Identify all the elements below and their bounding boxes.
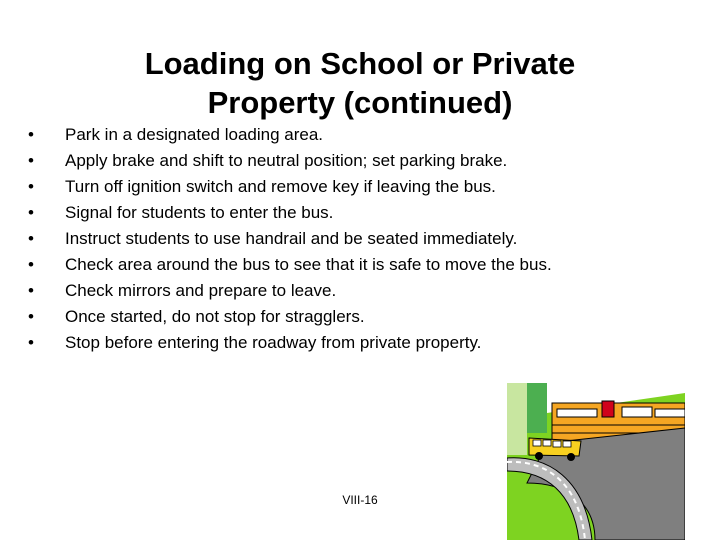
bullet-item: • Signal for students to enter the bus. [28, 200, 708, 226]
bullet-item: • Check area around the bus to see that it is safe to move the bus. [28, 252, 708, 278]
bullet-icon: • [28, 125, 34, 144]
bullet-item: • Apply brake and shift to neutral position; set parking brake. [28, 148, 708, 174]
bullet-icon: • [28, 177, 34, 196]
bullet-list [28, 122, 708, 356]
school-bus-illustration [507, 383, 685, 540]
title-line-2: Property (continued) [207, 85, 513, 120]
bullet-icon: • [28, 307, 34, 326]
bullet-icon: • [28, 333, 34, 352]
bullet-item: • Turn off ignition switch and remove key if leaving the bus. [28, 174, 708, 200]
slide-title [60, 44, 660, 122]
bullet-icon: • [28, 151, 34, 170]
bullet-item: • Check mirrors and prepare to leave. [28, 278, 708, 304]
bullet-item: • Instruct students to use handrail and be seated immediately. [28, 226, 708, 252]
bullet-icon: • [28, 229, 34, 248]
slide-number: VIII-16 [342, 493, 378, 507]
bullet-icon: • [28, 281, 34, 300]
bullet-icon: • [28, 255, 34, 274]
bullet-item: • Once started, do not stop for stragglers. [28, 304, 708, 330]
title-line-1: Loading on School or Private [144, 46, 576, 81]
bullet-item: • Stop before entering the roadway from private property. [28, 330, 708, 356]
bullet-item: • Park in a designated loading area. [28, 122, 708, 148]
bullet-icon: • [28, 203, 34, 222]
